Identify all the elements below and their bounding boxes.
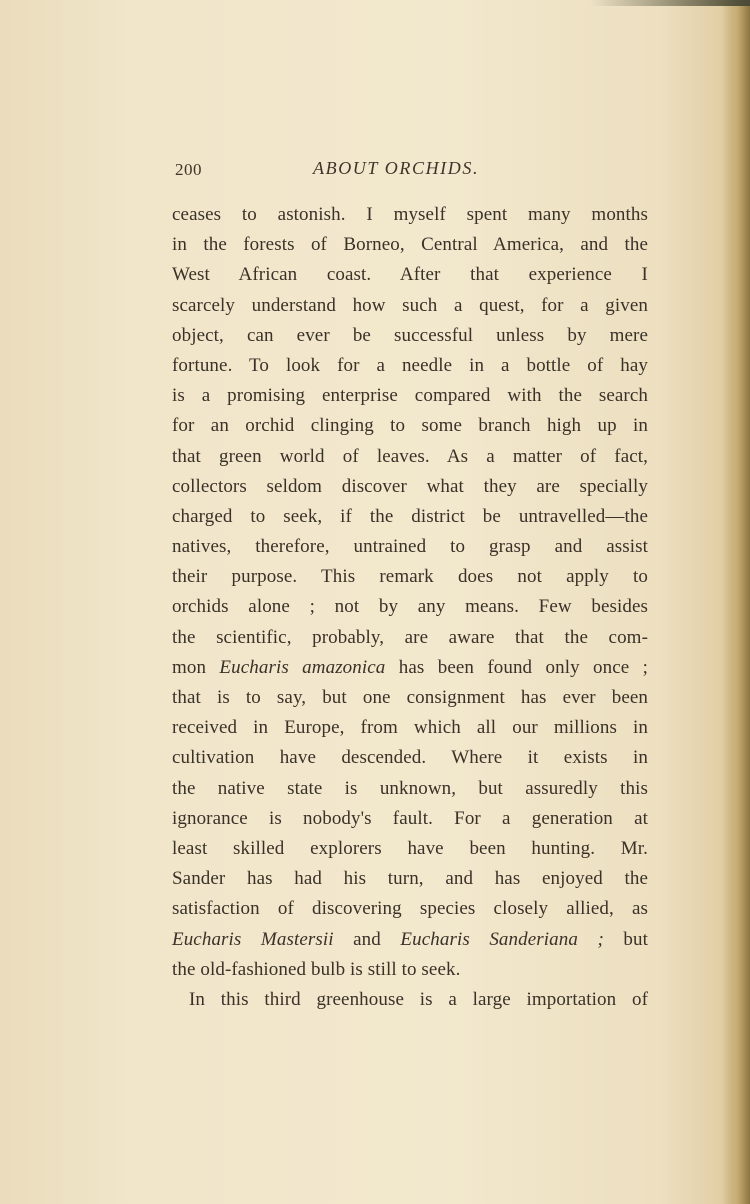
text-line-tail: but: [603, 928, 649, 950]
text-line: their purpose. This remark does not apply to: [172, 566, 648, 588]
running-head: [175, 158, 645, 182]
text-line: natives, therefore, untrained to grasp and assist: [172, 536, 648, 558]
species-name-italic: Eucharis amazonica: [219, 656, 386, 678]
text-line: in the forests of Borneo, Central America, and the: [172, 234, 648, 256]
text-line: the scientific, probably, are aware that the com-: [172, 626, 648, 648]
species-name-italic: Eucharis Mastersii: [172, 928, 334, 950]
text-line: cultivation have descended. Where it exists in: [172, 747, 648, 769]
text-line: that green world of leaves. As a matter of fact,: [172, 445, 648, 467]
text-line: collectors seldom discover what they are specially: [172, 475, 648, 497]
text-line-mid: and: [333, 928, 401, 950]
running-head-title: ABOUT ORCHIDS.: [313, 158, 480, 178]
text-line: for an orchid clinging to some branch high up in: [172, 415, 648, 437]
text-line: the native state is unknown, but assuredly this: [172, 777, 648, 799]
text-line: is a promising enterprise compared with the search: [172, 385, 648, 407]
text-line: the old-fashioned bulb is still to seek.: [172, 958, 461, 980]
text-line: received in Europe, from which all our millions in: [172, 717, 648, 739]
binding-edge: [590, 0, 750, 6]
body-text: [172, 200, 648, 1015]
text-line: object, can ever be successful unless by mere: [172, 324, 648, 346]
text-line: Sander has had his turn, and has enjoyed the: [172, 868, 648, 890]
text-line: ignorance is nobody's fault. For a generation at: [172, 807, 648, 829]
text-line: that is to say, but one consignment has ever been: [172, 687, 648, 708]
page-number: 200: [175, 160, 202, 179]
species-name-italic: Eucharis Sanderiana ;: [400, 928, 604, 950]
text-line: In this third greenhouse is a large importation of: [189, 988, 648, 1010]
text-line: fortune. To look for a needle in a bottle of hay: [172, 354, 648, 376]
text-line: scarcely understand how such a quest, for a given: [172, 294, 648, 316]
text-line-lead: mon: [172, 656, 220, 678]
text-line: orchids alone ; not by any means. Few besides: [172, 596, 648, 618]
text-line: [172, 925, 648, 955]
text-line: least skilled explorers have been hunting. Mr.: [172, 837, 648, 859]
text-line: charged to seek, if the district be untravelled—the: [172, 505, 648, 527]
page-edge-shadow: [722, 0, 750, 1204]
text-line: ceases to astonish. I myself spent many months: [172, 204, 648, 225]
text-line: West African coast. After that experience I: [172, 264, 648, 286]
text-line: satisfaction of discovering species closely allied, as: [172, 898, 648, 920]
text-line-tail: has been found only once ;: [385, 656, 648, 678]
text-line: [172, 653, 648, 683]
